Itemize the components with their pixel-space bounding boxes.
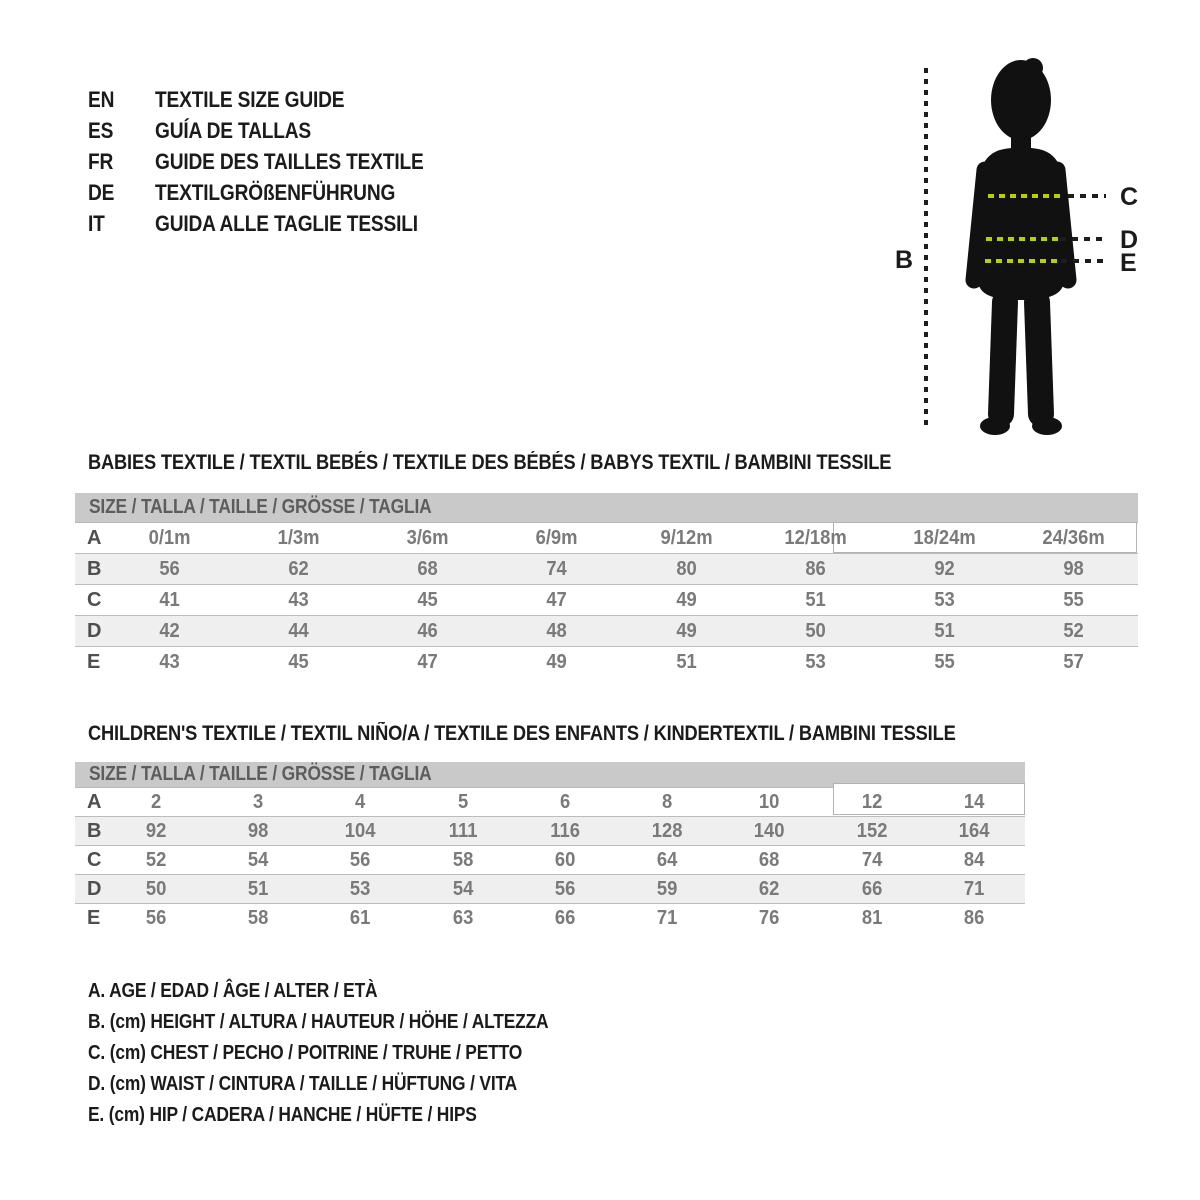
size-value-cell: 56 (350, 848, 371, 871)
size-value-cell: 74 (861, 848, 882, 871)
row-label: E (87, 650, 101, 673)
waist-measure-line (986, 237, 1058, 241)
legend-height-text: B. (cm) HEIGHT / ALTURA / HAUTEUR / HÖHE / ALTEZZA (88, 1011, 549, 1033)
legend-waist-text: D. (cm) WAIST / CINTURA / TAILLE / HÜFTUNG / VITA (88, 1073, 518, 1095)
size-value-cell: 12/18m (783, 526, 847, 549)
size-value-cell: 43 (159, 650, 180, 673)
size-value-cell: 92 (934, 557, 955, 580)
size-value-cell: 111 (448, 819, 478, 842)
table-row-A (75, 788, 1025, 817)
table-row-A (75, 523, 1138, 554)
size-value-cell: 152 (856, 819, 888, 842)
legend-chest-text: C. (cm) CHEST / PECHO / POITRINE / TRUHE / PETTO (88, 1042, 523, 1064)
size-value-cell: 47 (417, 650, 439, 673)
row-label: C (87, 848, 102, 871)
babies-section-title (88, 451, 1011, 475)
size-value-cell: 68 (759, 848, 780, 871)
size-value-cell: 50 (145, 877, 167, 900)
lang-code: FR (88, 148, 114, 174)
size-value-cell: 57 (1063, 650, 1084, 673)
size-value-cell: 47 (546, 588, 568, 611)
table-row-C (75, 585, 1138, 616)
size-value-cell: 45 (288, 650, 309, 673)
size-value-cell: 43 (288, 588, 309, 611)
size-value-cell: 0/1m (148, 526, 191, 549)
measurement-figure (880, 40, 1180, 460)
size-value-cell: 98 (1063, 557, 1084, 580)
chest-measure-line (988, 194, 1062, 198)
children-table-rows (75, 788, 1025, 932)
child-silhouette (945, 52, 1095, 442)
legend-age (88, 976, 617, 1007)
lang-row-de (88, 177, 464, 208)
size-value-cell: 42 (159, 619, 180, 642)
legend-height (88, 1007, 617, 1038)
size-value-cell: 62 (759, 877, 780, 900)
size-value-cell: 56 (554, 877, 576, 900)
table-row-B (75, 817, 1025, 846)
size-value-cell: 54 (452, 877, 474, 900)
table-row-D (75, 616, 1138, 647)
size-value-cell: 66 (861, 877, 882, 900)
size-value-cell: 84 (963, 848, 985, 871)
size-value-cell: 56 (145, 906, 167, 929)
size-value-cell: 104 (345, 819, 376, 842)
size-value-cell: 12 (861, 790, 882, 813)
size-value-cell: 49 (675, 588, 697, 611)
size-value-cell: 5 (457, 790, 468, 813)
row-label: A (87, 526, 102, 549)
waist-leader-line (1060, 237, 1106, 241)
size-value-cell: 9/12m (659, 526, 713, 549)
size-value-cell: 8 (662, 790, 673, 813)
row-label: B (87, 557, 102, 580)
size-value-cell: 18/24m (913, 526, 976, 549)
size-value-cell: 10 (759, 790, 780, 813)
size-value-cell: 6/9m (535, 526, 578, 549)
size-header-label: SIZE / TALLA / TAILLE / GRÖSSE / TAGLIA (89, 763, 432, 785)
legend-waist (88, 1069, 617, 1100)
size-value-cell: 55 (1063, 588, 1084, 611)
table-row-D (75, 875, 1025, 904)
size-value-cell: 52 (145, 848, 167, 871)
size-value-cell: 71 (963, 877, 985, 900)
babies-table-rows (75, 523, 1138, 677)
size-value-cell: 62 (288, 557, 309, 580)
size-value-cell: 51 (248, 877, 269, 900)
row-label: D (87, 877, 102, 900)
legend-hip (88, 1100, 617, 1131)
lang-row-it (88, 208, 464, 239)
lang-row-es (88, 115, 464, 146)
babies-size-table (75, 493, 1138, 677)
size-value-cell: 24/36m (1042, 526, 1105, 549)
size-value-cell: 71 (656, 906, 678, 929)
size-value-cell: 61 (350, 906, 371, 929)
babies-table-header-band (75, 493, 1138, 523)
size-value-cell: 53 (934, 588, 955, 611)
size-value-cell: 59 (656, 877, 678, 900)
size-value-cell: 164 (958, 819, 990, 842)
table-row-E (75, 904, 1025, 932)
size-header-label: SIZE / TALLA / TAILLE / GRÖSSE / TAGLIA (89, 496, 432, 518)
size-value-cell: 56 (159, 557, 180, 580)
size-value-cell: 58 (248, 906, 269, 929)
size-value-cell: 58 (452, 848, 474, 871)
size-value-cell: 4 (355, 790, 366, 813)
size-value-cell: 86 (804, 557, 826, 580)
chest-label: C (1120, 183, 1139, 211)
row-label: C (87, 588, 102, 611)
table-row-B (75, 554, 1138, 585)
size-value-cell: 64 (656, 848, 678, 871)
size-value-cell: 45 (417, 588, 439, 611)
size-value-cell: 51 (804, 588, 826, 611)
children-size-table (75, 762, 1025, 932)
lang-title: GUIDE DES TAILLES TEXTILE (155, 148, 424, 174)
size-value-cell: 54 (248, 848, 269, 871)
measurement-legend (88, 976, 617, 1131)
height-measure-dotted-line (924, 68, 928, 428)
row-label: B (87, 819, 102, 842)
size-value-cell: 49 (675, 619, 697, 642)
size-value-cell: 68 (417, 557, 439, 580)
size-value-cell: 1/3m (277, 526, 320, 549)
size-value-cell: 66 (554, 906, 576, 929)
size-value-cell: 98 (248, 819, 269, 842)
size-value-cell: 6 (559, 790, 571, 813)
size-value-cell: 128 (651, 819, 683, 842)
legend-age-text: A. AGE / EDAD / ÂGE / ALTER / ETÀ (88, 980, 378, 1002)
size-value-cell: 51 (934, 619, 955, 642)
size-value-cell: 46 (417, 619, 439, 642)
size-value-cell: 60 (554, 848, 576, 871)
waist-label: D (1120, 226, 1139, 254)
chest-leader-line (1068, 194, 1106, 198)
size-value-cell: 92 (145, 819, 167, 842)
hip-measure-line (985, 259, 1059, 263)
children-section-title-text: CHILDREN'S TEXTILE / TEXTIL NIÑO/A / TEXTILE DES ENFANTS / KINDERTEXTIL / BAMBINI TESSILE (88, 722, 956, 745)
size-value-cell: 86 (963, 906, 985, 929)
size-value-cell: 53 (804, 650, 826, 673)
height-label: B (895, 246, 914, 274)
hip-leader-line (1061, 259, 1106, 263)
size-value-cell: 2 (150, 790, 162, 813)
size-value-cell: 76 (759, 906, 780, 929)
size-value-cell: 50 (804, 619, 826, 642)
lang-code: IT (88, 210, 105, 236)
lang-title: TEXTILGRÖßENFÜHRUNG (155, 179, 396, 205)
lang-title: GUIDA ALLE TAGLIE TESSILI (155, 210, 418, 236)
lang-row-fr (88, 146, 464, 177)
lang-row-en (88, 84, 464, 115)
size-value-cell: 51 (675, 650, 697, 673)
lang-title: GUÍA DE TALLAS (155, 117, 312, 143)
size-value-cell: 53 (350, 877, 371, 900)
size-value-cell: 74 (546, 557, 568, 580)
row-label: A (87, 790, 102, 813)
lang-code: EN (88, 86, 115, 112)
size-value-cell: 55 (934, 650, 955, 673)
legend-chest (88, 1038, 617, 1069)
table-row-E (75, 647, 1138, 677)
size-value-cell: 44 (288, 619, 309, 642)
legend-hip-text: E. (cm) HIP / CADERA / HANCHE / HÜFTE / HIPS (88, 1104, 477, 1126)
row-label: D (87, 619, 102, 642)
size-value-cell: 116 (550, 819, 580, 842)
size-value-cell: 3 (253, 790, 264, 813)
size-value-cell: 81 (861, 906, 882, 929)
lang-title: TEXTILE SIZE GUIDE (155, 86, 345, 112)
size-value-cell: 63 (452, 906, 474, 929)
size-value-cell: 140 (754, 819, 785, 842)
hip-label: E (1120, 249, 1137, 277)
children-section-title (88, 722, 1085, 746)
size-value-cell: 49 (546, 650, 568, 673)
size-value-cell: 41 (159, 588, 180, 611)
size-value-cell: 14 (963, 790, 985, 813)
language-list (88, 84, 464, 239)
babies-section-title-text: BABIES TEXTILE / TEXTIL BEBÉS / TEXTILE DES BÉBÉS / BABYS TEXTIL / BAMBINI TESSILE (88, 451, 892, 474)
size-value-cell: 3/6m (406, 526, 449, 549)
size-value-cell: 48 (546, 619, 568, 642)
lang-code: ES (88, 117, 114, 143)
lang-code: DE (88, 179, 115, 205)
size-value-cell: 52 (1063, 619, 1084, 642)
table-row-C (75, 846, 1025, 875)
size-value-cell: 80 (675, 557, 697, 580)
row-label: E (87, 906, 101, 929)
